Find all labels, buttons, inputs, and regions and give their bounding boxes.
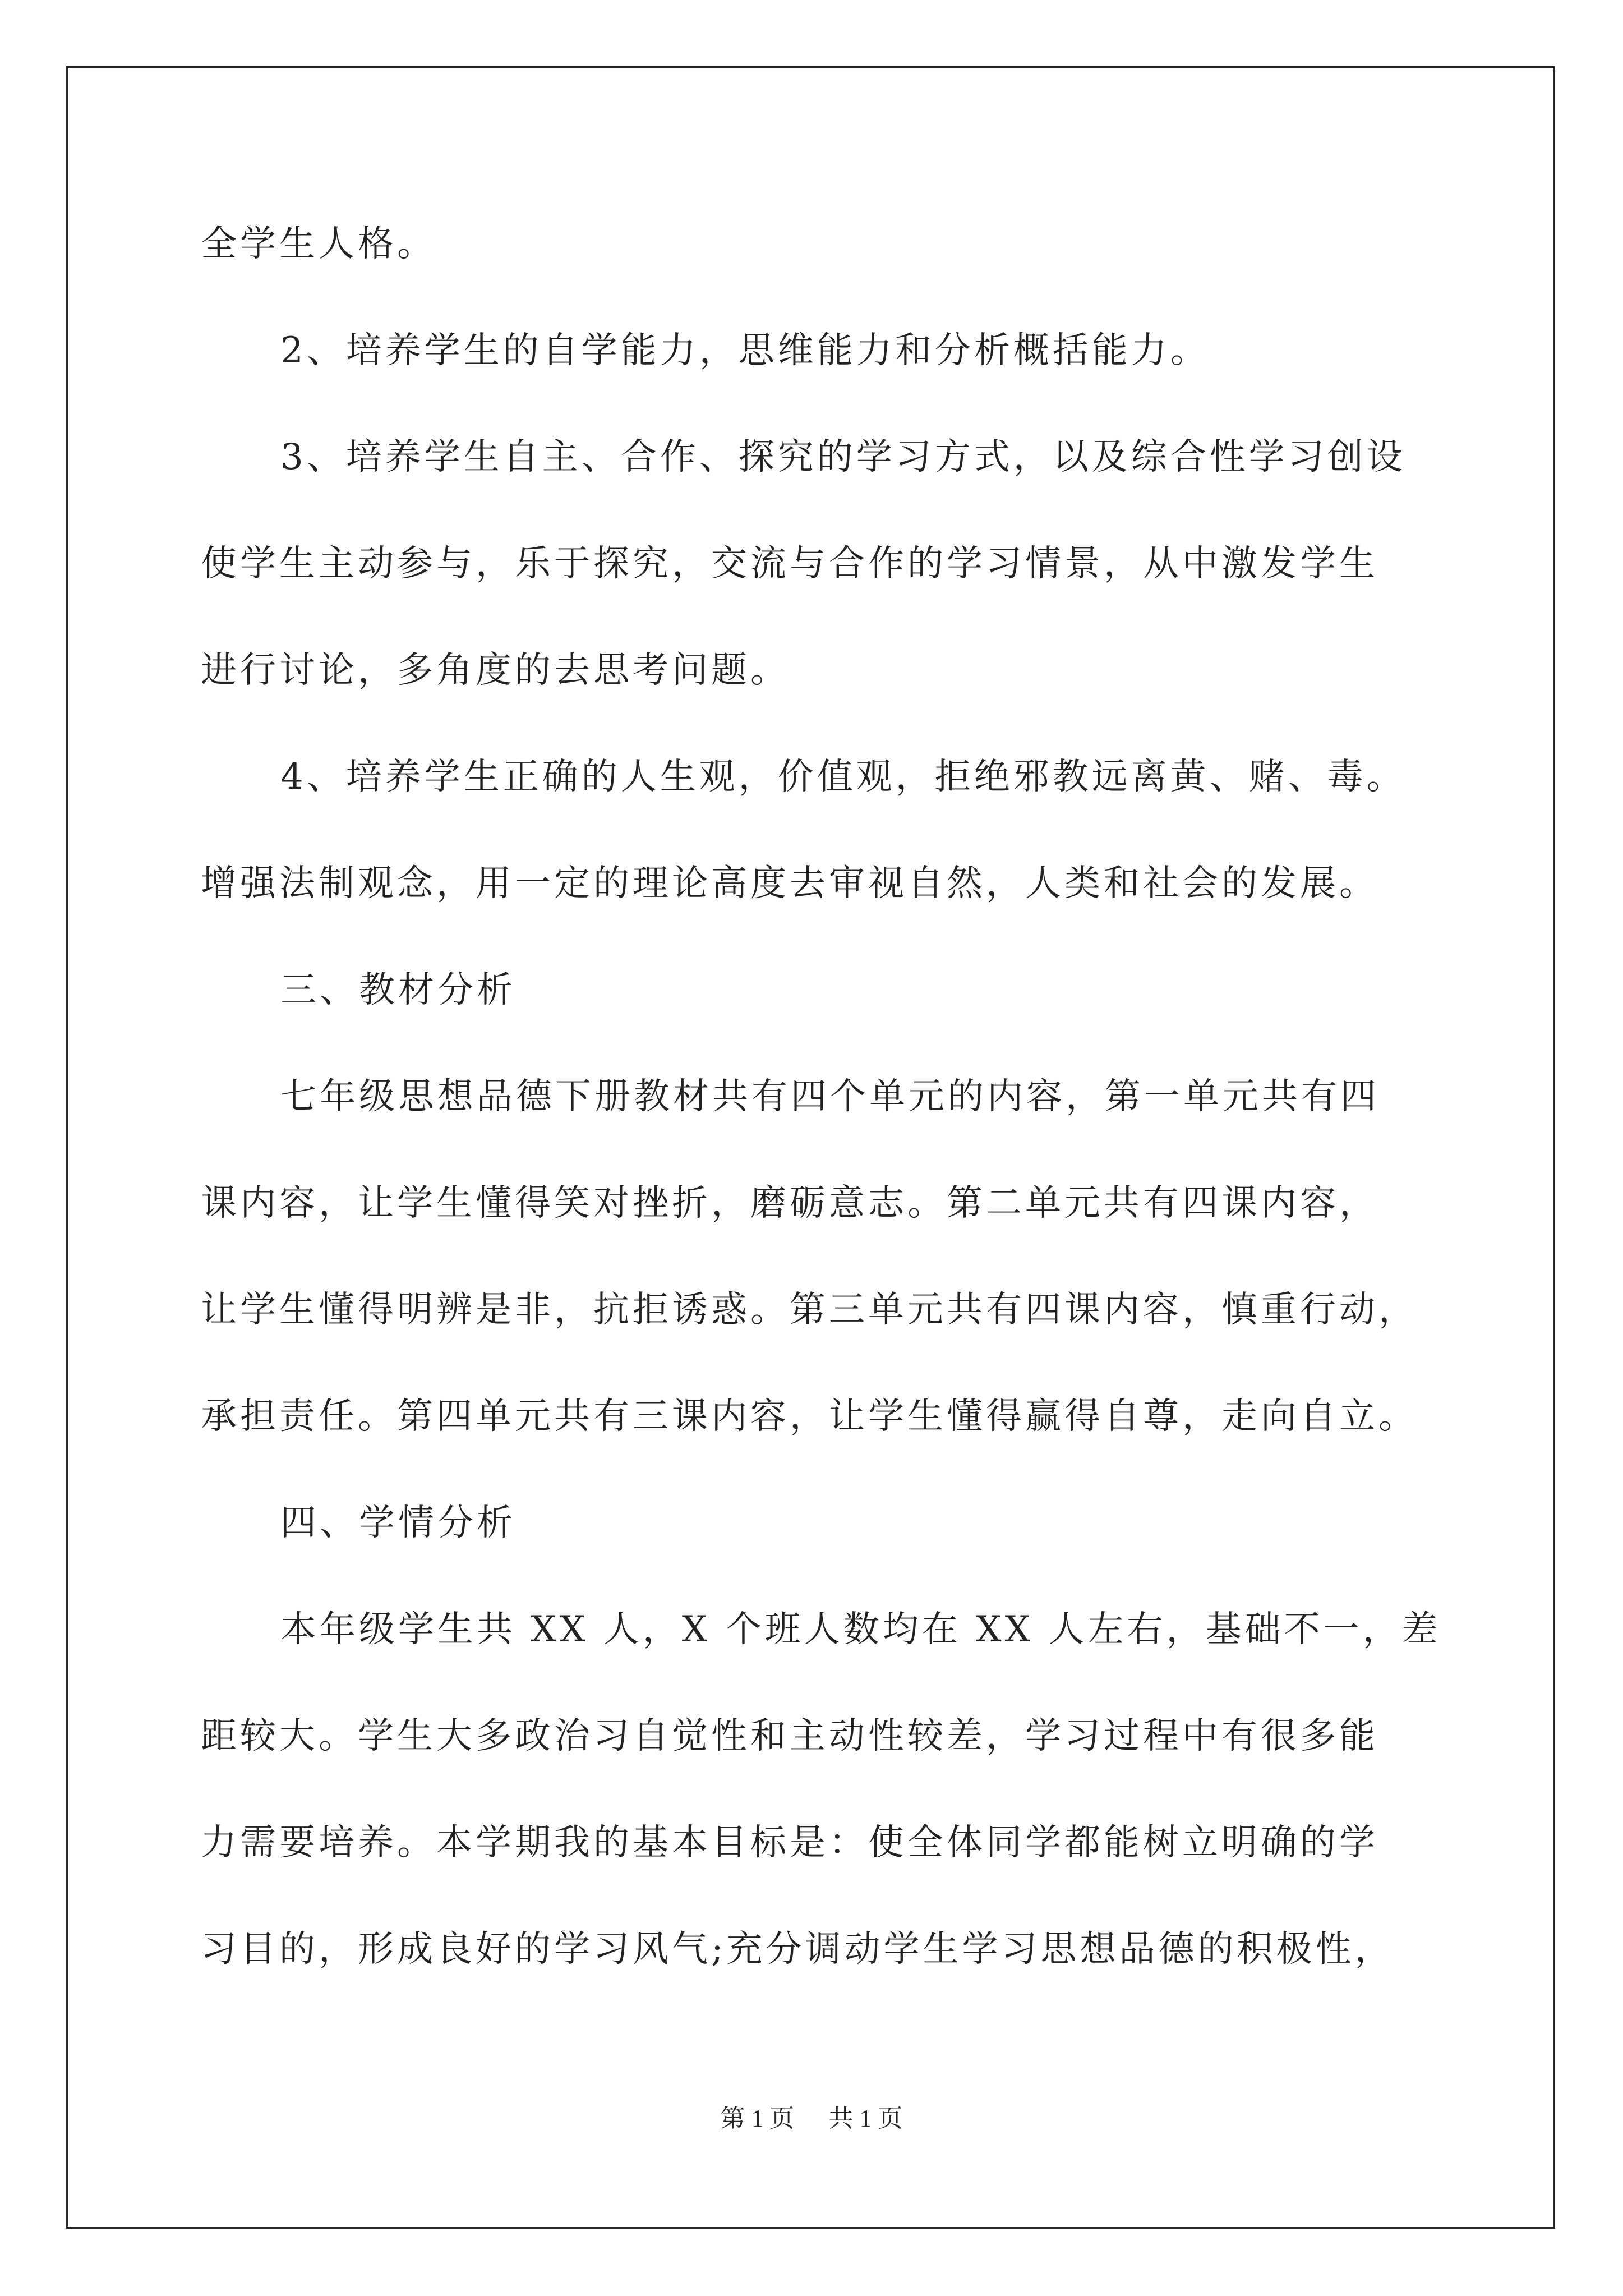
text-line: 承担责任。第四单元共有三课内容，让学生懂得赢得自尊，走向自立。 (201, 1396, 1418, 1437)
text-line: 全学生人格。 (201, 223, 436, 265)
text-line: 本年级学生共 XX 人，X 个班人数均在 XX 人左右，基础不一，差 (280, 1609, 1441, 1650)
text-line: 力需要培养。本学期我的基本目标是：使全体同学都能树立明确的学 (201, 1822, 1378, 1864)
page-total: 共 1 页 (828, 2105, 903, 2132)
text-line: 增强法制观念，用一定的理论高度去审视自然，人类和社会的发展。 (201, 863, 1378, 904)
page-frame (66, 66, 1555, 2229)
text-line: 距较大。学生大多政治习自觉性和主动性较差，学习过程中有很多能 (201, 1715, 1378, 1757)
text-line: 习目的，形成良好的学习风气;充分调动学生学习思想品德的积极性， (201, 1929, 1394, 1970)
text-line: 课内容，让学生懂得笑对挫折，磨砺意志。第二单元共有四课内容， (201, 1182, 1378, 1224)
text-line: 2、培养学生的自学能力，思维能力和分析概括能力。 (280, 330, 1210, 371)
section-heading: 三、教材分析 (280, 969, 516, 1011)
text-line: 4、培养学生正确的人生观，价值观，拒绝邪教远离黄、赌、毒。 (280, 756, 1406, 798)
text-line: 让学生懂得明辨是非，抗拒诱惑。第三单元共有四课内容，慎重行动， (201, 1289, 1418, 1331)
text-line: 使学生主动参与，乐于探究，交流与合作的学习情景，从中激发学生 (201, 543, 1378, 585)
text-line: 3、培养学生自主、合作、探究的学习方式，以及综合性学习创设 (280, 436, 1406, 478)
section-heading: 四、学情分析 (280, 1502, 516, 1544)
page-footer (0, 2098, 1623, 2134)
text-line: 七年级思想品德下册教材共有四个单元的内容，第一单元共有四 (280, 1076, 1380, 1117)
text-line: 进行讨论，多角度的去思考问题。 (201, 650, 790, 691)
page-number: 第 1 页 (720, 2105, 795, 2132)
